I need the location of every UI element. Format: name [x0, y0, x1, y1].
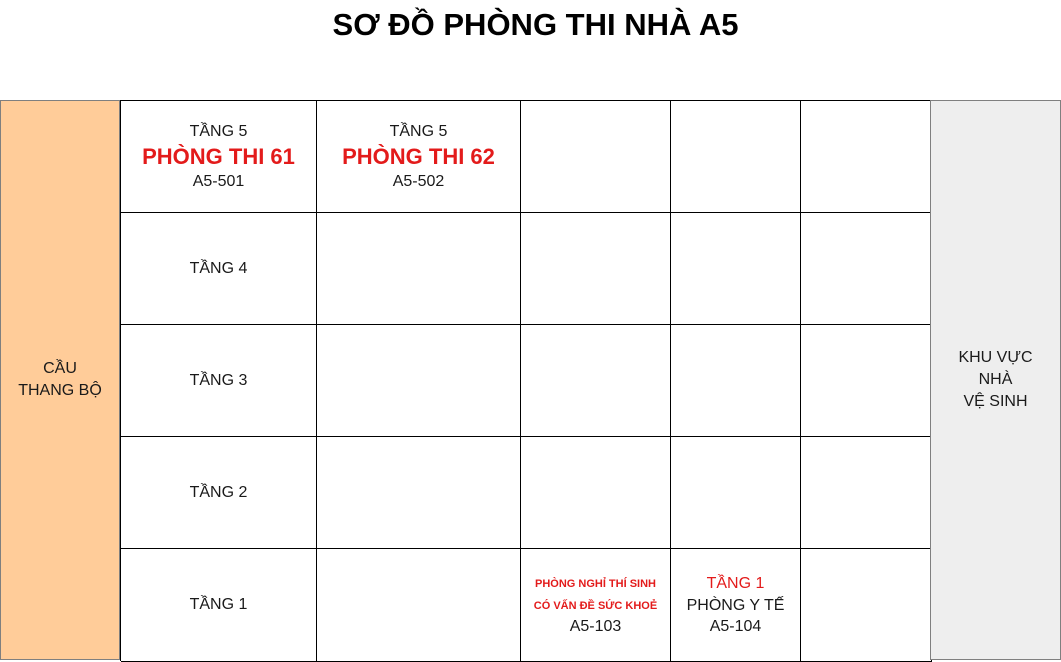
- room-code: A5-104: [709, 618, 762, 635]
- room-empty: [671, 101, 801, 213]
- room-empty: [521, 101, 671, 213]
- floor-2-label-cell: [121, 437, 317, 549]
- room-empty: [521, 325, 671, 437]
- room-empty: [671, 325, 801, 437]
- room-empty: [317, 437, 521, 549]
- stairway-label: [18, 358, 102, 402]
- room-empty: [801, 101, 932, 213]
- floor-4-label-cell: [121, 213, 317, 325]
- floor-label: TẦNG 1: [189, 596, 248, 613]
- room-code: A5-502: [392, 172, 445, 190]
- room-empty: [317, 325, 521, 437]
- medical-room-label: PHÒNG Y TẾ: [686, 597, 785, 614]
- rest-room-label-line2: CÓ VẤN ĐỀ SỨC KHOẺ: [533, 600, 658, 612]
- room-exam-name: PHÒNG THI 62: [342, 143, 495, 169]
- room-floor-label: TẦNG 5: [189, 122, 248, 140]
- restroom-block: [930, 100, 1061, 660]
- room-empty: [671, 437, 801, 549]
- room-empty: [317, 213, 521, 325]
- room-empty: [801, 325, 932, 437]
- room-empty: [521, 437, 671, 549]
- rest-room-label-line1: PHÒNG NGHỈ THÍ SINH: [534, 578, 656, 590]
- floor-3-label-cell: [121, 325, 317, 437]
- room-exam-name: PHÒNG THI 61: [142, 143, 295, 169]
- room-a5-104: [671, 549, 801, 662]
- room-a5-501: [121, 101, 317, 213]
- room-code: A5-103: [569, 618, 622, 635]
- room-empty: [801, 549, 932, 662]
- room-floor-label: TẦNG 5: [389, 122, 448, 140]
- floor-label: TẦNG 2: [189, 483, 248, 501]
- room-a5-103: [521, 549, 671, 662]
- restroom-label-line2: NHÀ: [978, 371, 1013, 388]
- restroom-label: [958, 347, 1032, 413]
- restroom-label-line3: VỆ SINH: [963, 393, 1028, 410]
- floor-label: TẦNG 3: [189, 371, 248, 389]
- room-empty: [317, 549, 521, 662]
- room-empty: [801, 213, 932, 325]
- room-empty: [671, 213, 801, 325]
- room-a5-502: [317, 101, 521, 213]
- stairway-label-line1: CẦU: [43, 360, 77, 377]
- room-empty: [521, 213, 671, 325]
- floor-plan-grid: [120, 100, 931, 661]
- room-floor-label: TẦNG 1: [706, 575, 765, 592]
- page-title: SƠ ĐỒ PHÒNG THI NHÀ A5: [332, 7, 739, 42]
- stairway-block: [0, 100, 120, 660]
- restroom-label-line1: KHU VỰC: [958, 349, 1033, 366]
- room-empty: [801, 437, 932, 549]
- floor-label: TẦNG 4: [189, 259, 248, 277]
- room-code: A5-501: [192, 172, 245, 190]
- floor-1-label-cell: [121, 549, 317, 662]
- stairway-label-line2: THANG BỘ: [18, 382, 102, 399]
